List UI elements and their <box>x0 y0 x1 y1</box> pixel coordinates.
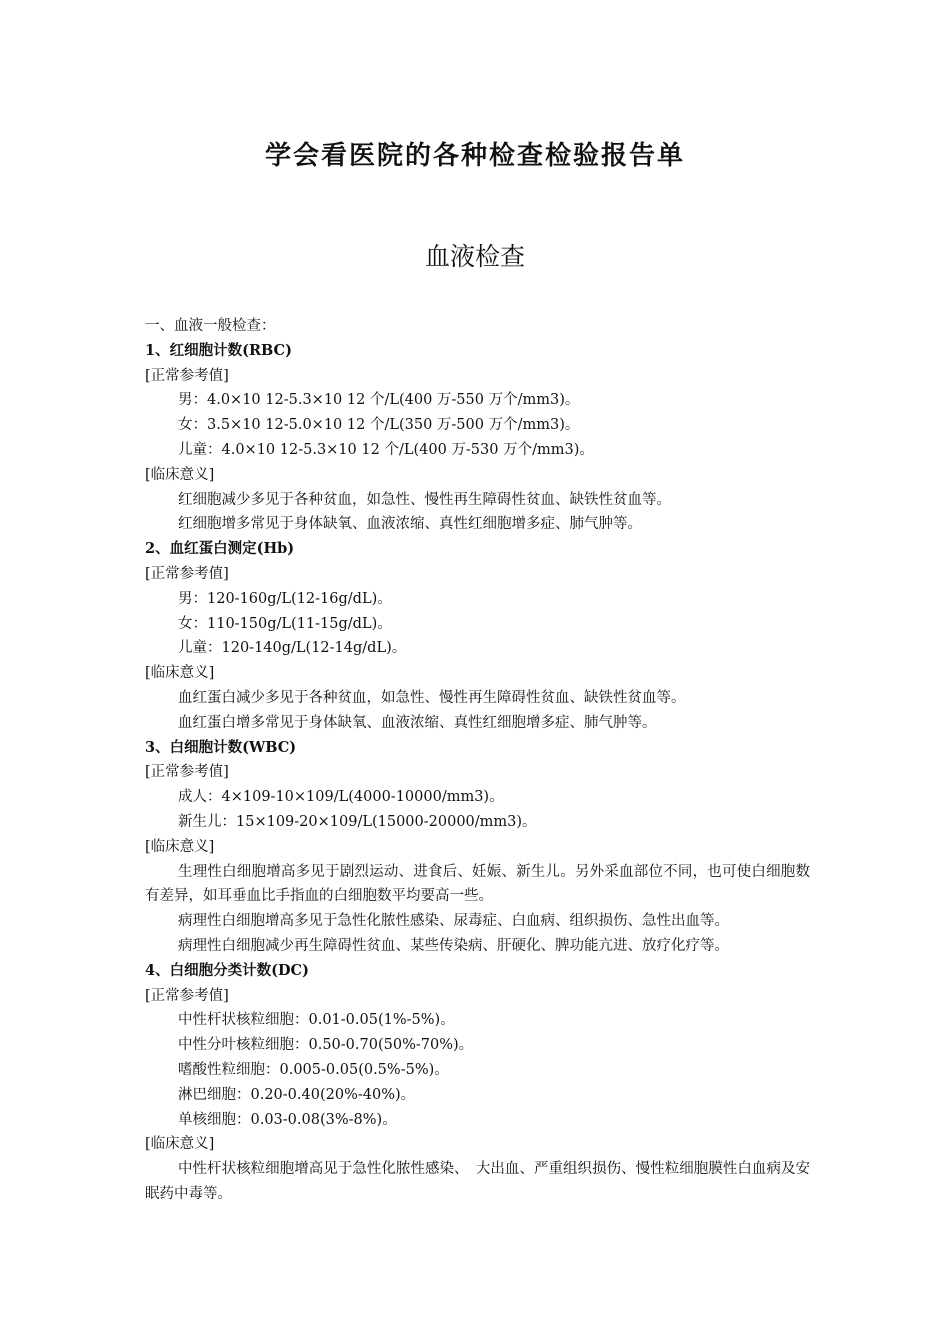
section-title: 血液检查 <box>424 242 525 271</box>
document-title: 学会看医院的各种检查检验报告单 <box>264 141 685 171</box>
wbc-heading: 3、白细胞计数(WBC) <box>145 738 297 756</box>
dc-ref-segmented-neutrophil: 中性分叶核粒细胞：0.50-0.70(50%-70%)。 <box>178 1037 474 1054</box>
hb-ref-child: 儿童：120-140g/L(12-14g/dL)。 <box>178 640 407 657</box>
dc-clin-band-increase: 中性杆状核粒细胞增高见于急性化脓性感染、 大出血、严重组织损伤、慢性粒细胞膜性白血病及安眠药中毒等。 <box>145 1161 810 1202</box>
dc-heading: 4、白细胞分类计数(DC) <box>145 961 309 979</box>
hb-heading: 2、血红蛋白测定(Hb) <box>145 540 295 558</box>
wbc-ref-label: [正常参考值] <box>145 764 229 781</box>
rbc-clin-label: [临床意义] <box>145 466 215 483</box>
wbc-clin-physiological: 生理性白细胞增高多见于剧烈运动、进食后、妊娠、新生儿。另外采血部位不同，也可使白细胞数有差异，如耳垂血比手指血的白细胞数平均要高一些。 <box>145 863 810 905</box>
rbc-heading: 1、红细胞计数(RBC) <box>145 341 292 359</box>
rbc-clin-increase: 红细胞增多常见于身体缺氧、血液浓缩、真性红细胞增多症、肺气肿等。 <box>178 516 642 533</box>
wbc-clin-label: [临床意义] <box>145 838 215 855</box>
rbc-ref-label: [正常参考值] <box>145 367 229 384</box>
dc-ref-lymphocyte: 淋巴细胞：0.20-0.40(20%-40%)。 <box>178 1086 416 1103</box>
rbc-ref-female: 女：3.5×10 12-5.0×10 12 个/L(350 万-500 万个/mm3)。 <box>178 417 580 434</box>
hb-clin-decrease: 血红蛋白减少多见于各种贫血，如急性、慢性再生障碍性贫血、缺铁性贫血等。 <box>178 689 686 706</box>
dc-ref-monocyte: 单核细胞：0.03-0.08(3%-8%)。 <box>178 1111 397 1128</box>
hb-ref-male: 男：120-160g/L(12-16g/dL)。 <box>178 590 392 607</box>
hb-clin-label: [临床意义] <box>145 665 215 682</box>
subsection-intro: 一、血液一般检查： <box>145 318 276 334</box>
hb-ref-label: [正常参考值] <box>145 565 229 582</box>
dc-ref-eosinophil: 嗜酸性粒细胞：0.005-0.05(0.5%-5%)。 <box>178 1061 449 1078</box>
dc-clin-label: [临床意义] <box>145 1136 215 1153</box>
wbc-ref-newborn: 新生儿：15×109-20×109/L(15000-20000/mm3)。 <box>178 813 537 830</box>
wbc-clin-pathological-decrease: 病理性白细胞减少再生障碍性贫血、某些传染病、肝硬化、脾功能亢进、放疗化疗等。 <box>178 937 729 954</box>
hb-clin-increase: 血红蛋白增多常见于身体缺氧、血液浓缩、真性红细胞增多症、肺气肿等。 <box>178 714 657 731</box>
wbc-clin-pathological-increase: 病理性白细胞增高多见于急性化脓性感染、尿毒症、白血病、组织损伤、急性出血等。 <box>178 913 729 930</box>
rbc-ref-male: 男：4.0×10 12-5.3×10 12 个/L(400 万-550 万个/mm3)。 <box>178 392 580 409</box>
rbc-clin-decrease: 红细胞减少多见于各种贫血，如急性、慢性再生障碍性贫血、缺铁性贫血等。 <box>178 491 671 508</box>
dc-ref-band-neutrophil: 中性杆状核粒细胞：0.01-0.05(1%-5%)。 <box>178 1012 455 1029</box>
document-body <box>145 314 810 1207</box>
dc-ref-label: [正常参考值] <box>145 987 229 1004</box>
rbc-ref-child: 儿童：4.0×10 12-5.3×10 12 个/L(400 万-530 万个/mm3)。 <box>178 441 594 458</box>
hb-ref-female: 女：110-150g/L(11-15g/dL)。 <box>178 615 392 632</box>
wbc-ref-adult: 成人：4×109-10×109/L(4000-10000/mm3)。 <box>178 789 504 806</box>
